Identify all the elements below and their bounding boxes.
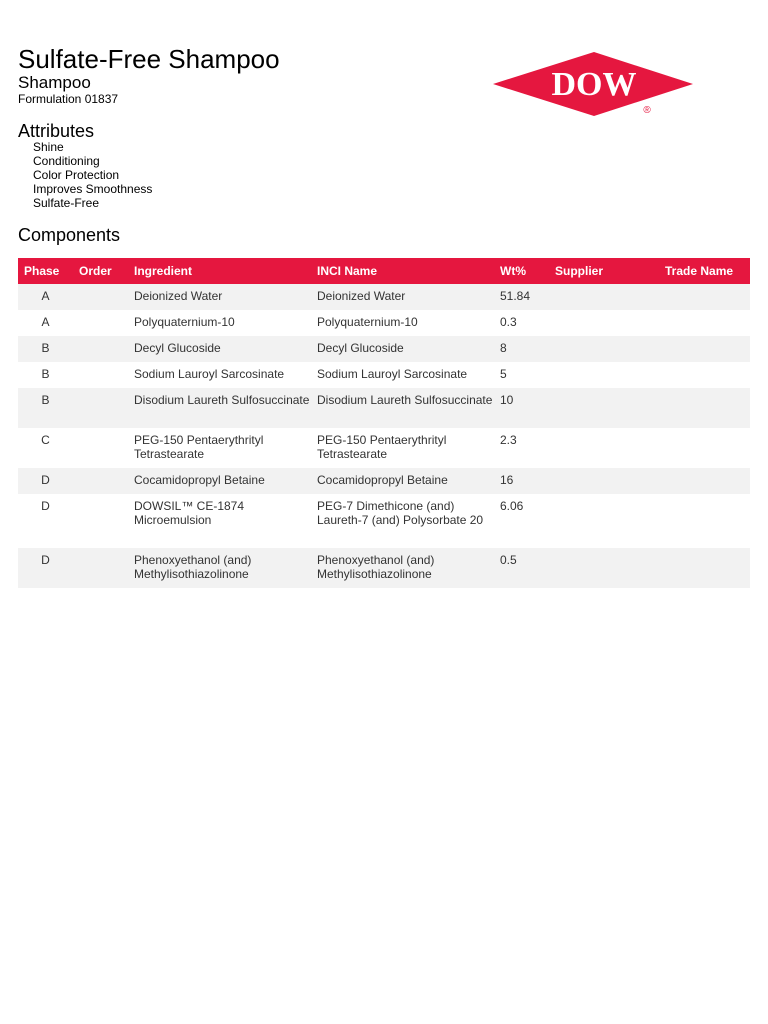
attribute-item: Improves Smoothness <box>33 182 153 196</box>
cell-phase: B <box>18 388 73 428</box>
cell-supplier <box>549 428 659 468</box>
cell-order <box>73 362 128 388</box>
cell-order <box>73 548 128 588</box>
cell-supplier <box>549 284 659 310</box>
cell-supplier <box>549 388 659 428</box>
cell-inci-name: Phenoxyethanol (and) Methylisothiazolinone <box>311 548 494 588</box>
column-header-order: Order <box>73 258 128 284</box>
cell-trade-name <box>659 310 750 336</box>
attribute-item: Color Protection <box>33 168 120 182</box>
dow-logo <box>492 50 696 120</box>
cell-inci-name: PEG-7 Dimethicone (and) Laureth-7 (and) Polysorbate 20 <box>317 499 484 527</box>
cell-ingredient: DOWSIL™ CE-1874 Microemulsion <box>134 499 245 527</box>
cell-ingredient: PEG-150 Pentaerythrityl Tetrastearate <box>134 433 264 461</box>
column-header-wt: Wt% <box>494 258 549 284</box>
cell-trade-name <box>659 284 750 310</box>
column-header-inci-name: INCI Name <box>311 258 494 284</box>
column-header-ingredient: Ingredient <box>128 258 311 284</box>
cell-wt: 0.3 <box>500 315 517 329</box>
cell-phase: D <box>18 548 73 588</box>
attribute-item: Sulfate-Free <box>33 196 100 210</box>
cell-inci-name: PEG-150 Pentaerythrityl Tetrastearate <box>317 433 447 461</box>
cell-phase: B <box>18 336 73 362</box>
cell-trade-name <box>659 494 750 548</box>
column-header-trade-name: Trade Name <box>659 258 750 284</box>
cell-phase: C <box>41 433 50 447</box>
cell-trade-name <box>659 336 750 362</box>
cell-trade-name <box>659 388 750 428</box>
table-row <box>18 362 750 388</box>
table-header-row <box>18 258 750 284</box>
cell-wt: 8 <box>494 336 549 362</box>
cell-phase: D <box>18 468 73 494</box>
table-row <box>18 388 750 428</box>
cell-ingredient: Disodium Laureth Sulfosuccinate <box>128 388 311 428</box>
cell-wt: 51.84 <box>494 284 549 310</box>
cell-phase: A <box>41 315 50 329</box>
product-category: Shampoo <box>18 73 91 92</box>
cell-inci-name: Deionized Water <box>311 284 494 310</box>
cell-order <box>73 494 128 548</box>
column-header-phase: Phase <box>18 258 73 284</box>
cell-ingredient: Decyl Glucoside <box>128 336 311 362</box>
cell-wt: 5 <box>500 367 507 381</box>
cell-wt: 6.06 <box>500 499 524 513</box>
cell-trade-name <box>659 548 750 588</box>
column-header-supplier: Supplier <box>549 258 659 284</box>
cell-trade-name <box>659 468 750 494</box>
table-row <box>18 494 750 548</box>
cell-phase: A <box>18 284 73 310</box>
cell-supplier <box>549 362 659 388</box>
page-title: Sulfate-Free Shampoo <box>18 44 280 74</box>
cell-ingredient: Polyquaternium-10 <box>134 315 235 329</box>
cell-ingredient: Phenoxyethanol (and) Methylisothiazolinone <box>128 548 311 588</box>
cell-order <box>73 388 128 428</box>
cell-supplier <box>549 336 659 362</box>
attributes-list <box>33 140 152 210</box>
cell-supplier <box>549 310 659 336</box>
registered-mark: ® <box>643 105 651 116</box>
cell-inci-name: Decyl Glucoside <box>311 336 494 362</box>
cell-order <box>73 310 128 336</box>
attributes-heading: Attributes <box>18 121 95 141</box>
table-row <box>18 310 750 336</box>
cell-trade-name <box>659 362 750 388</box>
cell-inci-name: Polyquaternium-10 <box>317 315 418 329</box>
table-row <box>18 428 750 468</box>
cell-phase: B <box>41 367 50 381</box>
components-table <box>18 258 750 588</box>
cell-order <box>73 428 128 468</box>
cell-ingredient: Deionized Water <box>128 284 311 310</box>
cell-wt: 0.5 <box>494 548 549 588</box>
table-row <box>18 548 750 588</box>
cell-phase: D <box>41 499 50 513</box>
table-row <box>18 468 750 494</box>
cell-wt: 10 <box>494 388 549 428</box>
cell-inci-name: Disodium Laureth Sulfosuccinate <box>311 388 494 428</box>
cell-wt: 2.3 <box>500 433 517 447</box>
components-heading: Components <box>18 225 121 245</box>
formulation-number: Formulation 01837 <box>18 92 119 106</box>
cell-supplier <box>549 468 659 494</box>
cell-ingredient: Sodium Lauroyl Sarcosinate <box>134 367 285 381</box>
attribute-item: Shine <box>33 140 64 154</box>
cell-order <box>73 336 128 362</box>
table-row <box>18 284 750 310</box>
cell-ingredient: Cocamidopropyl Betaine <box>128 468 311 494</box>
table-row <box>18 336 750 362</box>
cell-order <box>73 284 128 310</box>
cell-trade-name <box>659 428 750 468</box>
cell-wt: 16 <box>494 468 549 494</box>
cell-order <box>73 468 128 494</box>
cell-supplier <box>549 548 659 588</box>
attribute-item: Conditioning <box>33 154 100 168</box>
components-table-wrapper <box>18 258 750 588</box>
cell-inci-name: Sodium Lauroyl Sarcosinate <box>317 367 468 381</box>
cell-inci-name: Cocamidopropyl Betaine <box>311 468 494 494</box>
dow-logo-text: DOW <box>551 66 637 103</box>
cell-supplier <box>549 494 659 548</box>
